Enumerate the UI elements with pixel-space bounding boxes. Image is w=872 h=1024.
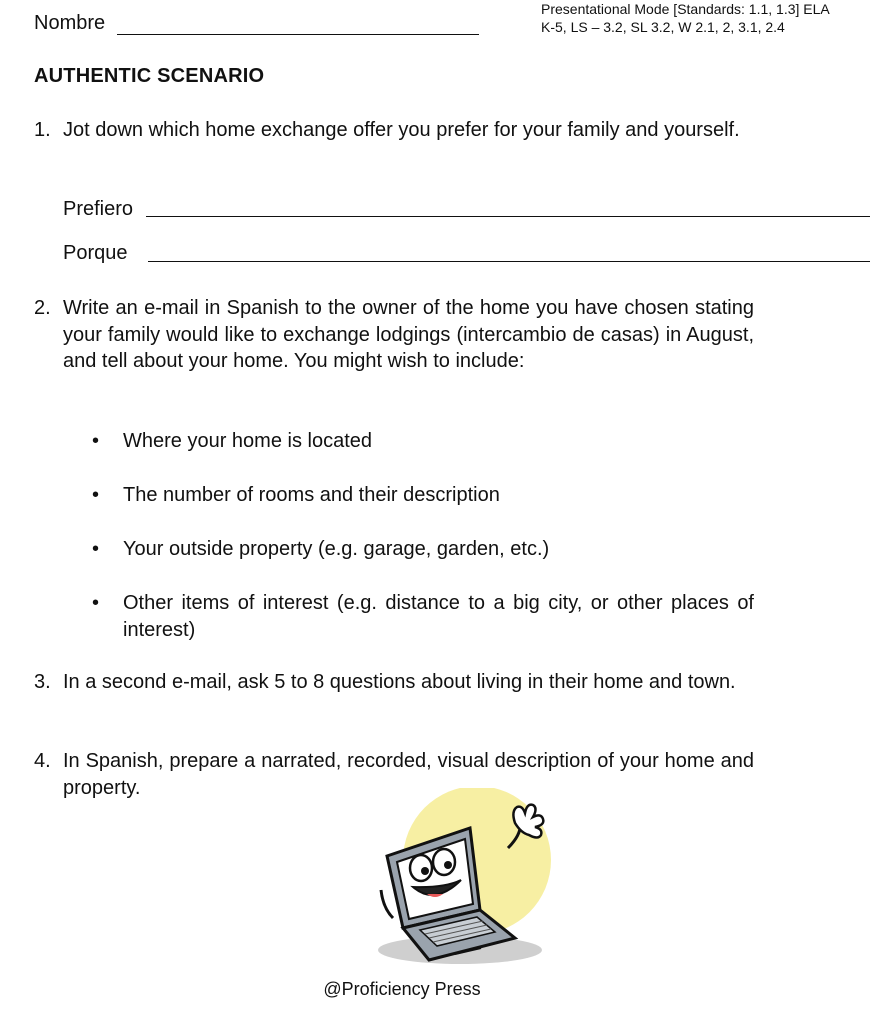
item-number: 1. [34,119,51,141]
item-number: 2. [34,297,51,319]
bullet-text: Other items of interest (e.g. distance to a big city, or other places of interest) [123,592,754,641]
prefer-label: Prefiero [63,198,134,220]
bullet-item [92,482,754,509]
laptop-mascot-illustration [365,788,560,968]
eye [410,855,432,881]
item-text: Write an e-mail in Spanish to the owner of the home you have chosen stating your family would like to exchange lodgings (intercambio de casas) in August, and tell about your home. You might wish to include: [63,297,754,372]
name-field-line[interactable] [117,34,479,35]
because-label: Porque [63,242,128,264]
bullet-text: Your outside property (e.g. garage, garden, etc.) [123,538,550,560]
bullet-text: Where your home is located [123,430,373,452]
bullet-item [92,428,754,455]
list-item [34,295,754,375]
bullet-dot: • [92,484,100,506]
because-field-line[interactable] [148,261,870,262]
name-label: Nombre [34,12,106,34]
bullet-dot: • [92,430,100,452]
standards-text: Presentational Mode [Standards: 1.1, 1.3] ELA K-5, LS – 3.2, SL 3.2, W 2.1, 2, 3.1, 2.4 [541,1,829,35]
list-item [34,669,754,696]
item-number: 3. [34,671,51,693]
item-number: 4. [34,750,51,772]
item-text: In Spanish, prepare a narrated, recorded, visual description of your home and property. [63,750,754,799]
page-title: AUTHENTIC SCENARIO [34,65,265,87]
eye [433,849,455,875]
prefer-field-line[interactable] [146,216,870,217]
bullet-dot: • [92,592,100,614]
bullet-dot: • [92,538,100,560]
item-text: Jot down which home exchange offer you prefer for your family and yourself. [63,119,740,141]
footer-copyright: @Proficiency Press [323,979,481,999]
bullet-text: The number of rooms and their description [123,484,500,506]
bullet-item [92,536,754,563]
item-text: In a second e-mail, ask 5 to 8 questions about living in their home and town. [63,671,736,693]
list-item [34,117,754,144]
bullet-item [92,590,754,643]
